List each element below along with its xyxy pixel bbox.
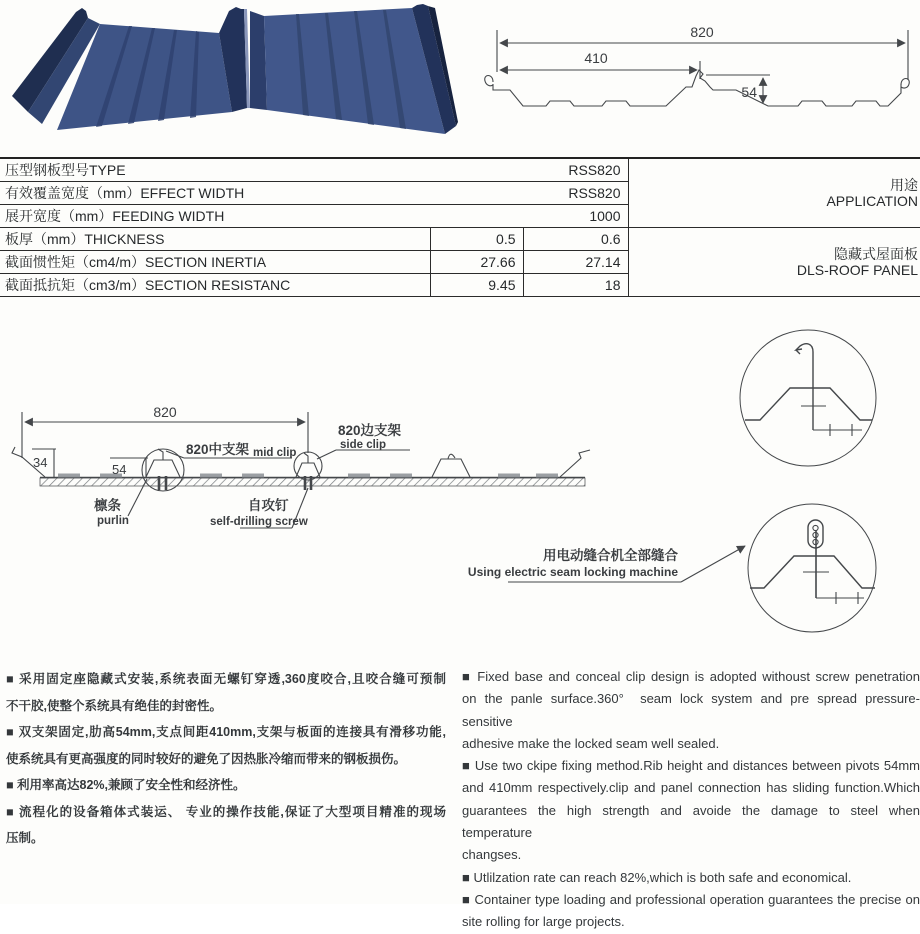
screw-label-zh: 自攻钉	[248, 498, 289, 513]
clip-detail-open	[740, 330, 876, 466]
spec-label-type: 压型钢板型号TYPE	[0, 158, 430, 182]
seam-label-zh: 用电动缝合机全部缝合	[543, 548, 678, 563]
application-en: APPLICATION	[826, 193, 918, 209]
spec-thickness-1: 0.5	[430, 228, 523, 251]
purlin-label-en: purlin	[97, 515, 129, 527]
side-clip-label-zh: 820边支架	[338, 423, 402, 438]
spec-resistance-1: 9.45	[430, 274, 523, 297]
profile-dim-410: 410	[584, 50, 608, 66]
spec-resistance-2: 18	[523, 274, 628, 297]
installation-diagram	[0, 330, 920, 652]
profile-dim-54: 54	[741, 84, 757, 100]
feature-line: ■ 利用率高达82%,兼顾了安全性和经济性。	[6, 778, 246, 792]
spec-value-feeding-width: 1000	[430, 205, 628, 228]
product-zh: 隐藏式屋面板	[834, 246, 918, 262]
mid-clip-label-zh: 820中支架	[186, 442, 250, 457]
feature-line: 不干胶,使整个系统具有绝佳的封密性。	[6, 698, 222, 713]
spec-value-effect-width: RSS820	[430, 182, 628, 205]
side-clip-label-en: side clip	[340, 439, 387, 451]
spec-value-type: RSS820	[430, 158, 628, 182]
spec-label-effect-width: 有效覆盖宽度（mm）EFFECT WIDTH	[0, 182, 430, 205]
feature-line: adhesive make the locked seam well sealed.	[462, 735, 720, 751]
spec-inertia-2: 27.14	[523, 251, 628, 274]
feature-line: site rolling for large projects.	[462, 914, 625, 930]
profile-drawing	[460, 0, 920, 150]
feature-line: 使系统具有更高强度的同时较好的避免了因热胀冷缩而带来的钢板损伤。	[6, 751, 407, 766]
features-cn	[6, 666, 446, 852]
features-en	[462, 666, 920, 934]
feature-line: ■ Container type loading and professional operation guarantees the precise on	[462, 891, 920, 907]
seam-label-en: Using electric seam locking machine	[467, 565, 678, 579]
spec-label-inertia: 截面惯性矩（cm4/m）SECTION INERTIA	[0, 251, 430, 274]
spec-label-feeding-width: 展开宽度（mm）FEEDING WIDTH	[0, 205, 430, 228]
install-dim-820: 820	[153, 404, 177, 420]
screw-label-en: self-drilling screw	[210, 516, 308, 528]
spec-thickness-2: 0.6	[523, 228, 628, 251]
feature-line: 压制。	[6, 831, 44, 845]
application-zh: 用途	[890, 177, 918, 193]
spec-label-thickness: 板厚（mm）THICKNESS	[0, 228, 430, 251]
feature-line: ■ Use two ckipe fixing method.Rib height and distances between pivots 54mm	[462, 758, 920, 774]
mid-clip-label-en: mid clip	[253, 447, 297, 459]
feature-line: ■ 流程化的设备箱体式装运、 专业的操作技能,保证了大型项目精准的现场	[6, 804, 446, 819]
feature-line: ■ 采用固定座隐藏式安装,系统表面无螺钉穿透,360度咬合,且咬合缝可预制	[6, 672, 446, 686]
spec-application-cell	[628, 158, 920, 228]
clip-detail-seamed	[748, 504, 876, 632]
feature-line: ■ 双支架固定,肋高54mm,支点间距410mm,支架与板面的连接具有滑移功能,	[6, 725, 446, 739]
purlin-label-zh: 檩条	[94, 498, 121, 513]
feature-line: guarantees the high strength and avoide the damage to steel when temperature	[462, 802, 920, 841]
spec-inertia-1: 27.66	[430, 251, 523, 274]
feature-line: ■ Utlilzation rate can reach 82%,which is both safe and economical.	[462, 869, 852, 885]
feature-line: ■ Fixed base and conceal clip design is adopted withoust screw penetration	[462, 669, 920, 684]
feature-line: changses.	[462, 847, 522, 863]
feature-line: on the panle surface.360° seam lock system and pre spread pressure-sensitive	[462, 691, 920, 729]
install-dim-34: 34	[33, 455, 48, 470]
feature-line: and 410mm respectively.clip and panel connection has sliding function.Which	[462, 780, 920, 796]
spec-label-resistance: 截面抵抗矩（cm3/m）SECTION RESISTANC	[0, 274, 430, 297]
install-dim-54: 54	[112, 462, 127, 477]
profile-dim-820: 820	[690, 24, 714, 40]
panel-photo	[8, 4, 458, 152]
product-en: DLS-ROOF PANEL	[796, 262, 918, 278]
spec-table	[0, 157, 920, 297]
spec-product-cell	[628, 228, 920, 297]
